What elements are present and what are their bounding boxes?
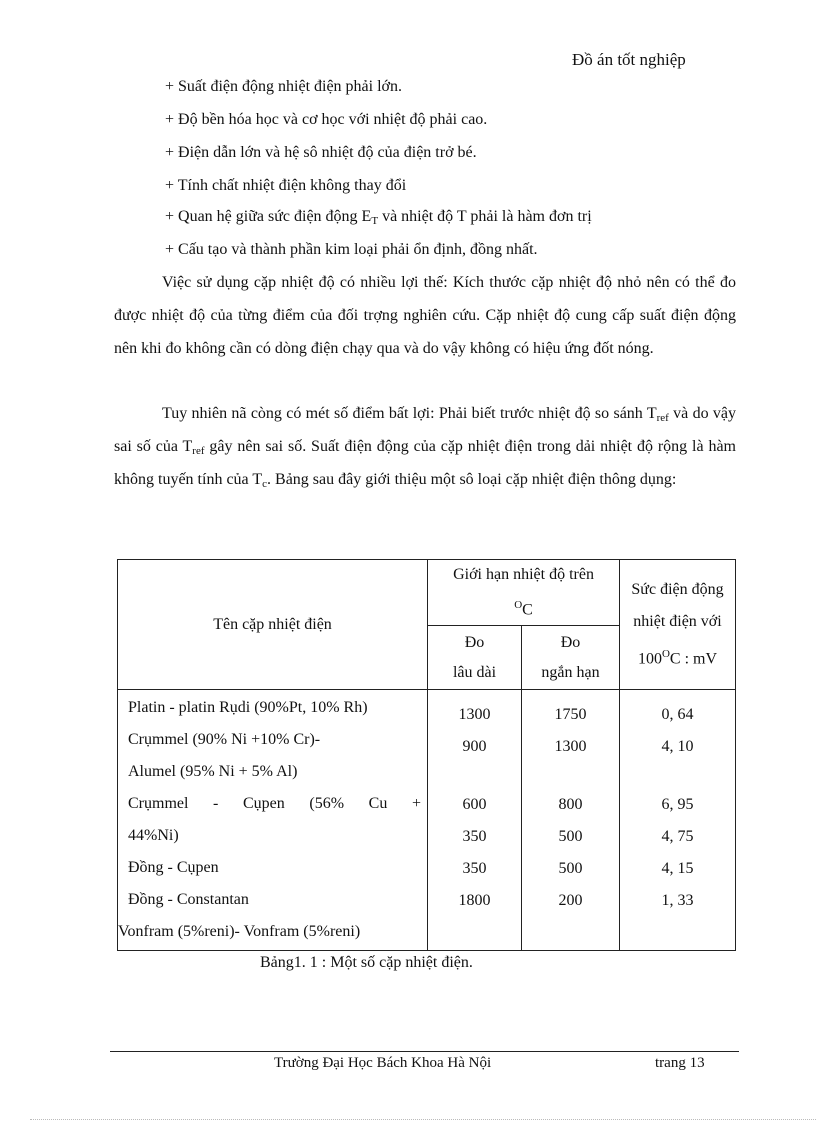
header-emf: Sức điện động nhiệt điện với $100^OC$ : mV [620, 560, 736, 690]
header-longterm: Đo lâu dài [428, 626, 522, 690]
longterm-value: 900 [462, 738, 487, 756]
footer-school: Trường Đại Học Bách Khoa Hà Nội [274, 1055, 492, 1071]
paragraph-advantages: Việc sử dụng cặp nhiệt độ có nhiều lợi thế: Kích thước cặp nhiệt độ nhỏ nên có thể đo được nhiệt độ của từng điểm của đối trợng nghiên cứu. Cặp nhiệt độ cung cấp suất điện động nên khi đo không cần có dòng điện chạy qua và do vậy không có hiệu ứng đốt nóng. [114, 274, 736, 357]
shortterm-cell [522, 690, 620, 951]
name-line: Crụmmel (90% Ni +10% Cr)- [128, 731, 321, 749]
thermocouple-table [117, 559, 736, 951]
emf-value: 4, 10 [661, 738, 694, 756]
header-temperature-limit: Giới hạn nhiệt độ trên $^O$C [428, 560, 620, 626]
name-line: Crụmmel - Cụpen (56% Cu + [128, 795, 421, 813]
footer-divider [110, 1051, 739, 1052]
longterm-value: 600 [462, 796, 487, 814]
emf-value: 4, 15 [661, 860, 694, 878]
shortterm-value: 500 [558, 828, 583, 846]
longterm-value: 1800 [458, 892, 491, 910]
bullet-item: + Quan hệ giữa sức điện động $E_T$ và nhiệt độ T phải là hàm đơn trị [165, 208, 592, 227]
shortterm-value: 1300 [554, 738, 587, 756]
bullet-item: + Điện dẫn lớn và hệ sô nhiệt độ của điện trở bé. [165, 144, 477, 161]
name-line: Alumel (95% Ni + 5% Al) [128, 763, 298, 781]
bullet-item: + Suất điện động nhiệt điện phải lớn. [165, 78, 403, 95]
bullet-item: + Tính chất nhiệt điện không thay đổi [165, 177, 407, 194]
longterm-cell [428, 690, 522, 951]
emf-value: 1, 33 [661, 892, 694, 910]
bullet-item: + Độ bền hóa học và cơ học với nhiệt độ phải cao. [165, 111, 488, 128]
emf-value: 0, 64 [661, 706, 694, 724]
shortterm-value: 1750 [554, 706, 587, 724]
longterm-value: 350 [462, 860, 487, 878]
names-cell [118, 690, 428, 951]
longterm-value: 350 [462, 828, 487, 846]
footer-page-number: trang 13 [655, 1055, 705, 1071]
body-paragraph [114, 397, 736, 496]
emf-value: 4, 75 [661, 828, 694, 846]
page-header-title: Đồ án tốt nghiệp [572, 50, 686, 69]
name-line: Đồng - Constantan [128, 891, 249, 909]
header-thermocouple-name: Tên cặp nhiệt điện [118, 560, 428, 690]
name-line: Đồng - Cụpen [128, 859, 219, 877]
longterm-value: 1300 [458, 706, 491, 724]
shortterm-value: 800 [558, 796, 583, 814]
name-line: Vonfram (5%reni)- Vonfram (5%reni) [118, 923, 361, 941]
table-caption: Bảng1. 1 : Một số cặp nhiệt điện. [260, 954, 473, 971]
emf-cell [620, 690, 736, 951]
bullet-item: + Cấu tạo và thành phần kim loại phải ổn định, đồng nhất. [165, 241, 538, 258]
page-bottom-dotted-line [30, 1119, 816, 1120]
shortterm-value: 500 [558, 860, 583, 878]
emf-value: 6, 95 [661, 796, 694, 814]
shortterm-value: 200 [558, 892, 583, 910]
header-shortterm: Đo ngắn hạn [522, 626, 620, 690]
name-line: Platin - platin Rụdi (90%Pt, 10% Rh) [128, 699, 368, 717]
name-line: 44%Ni) [128, 827, 179, 845]
body-paragraph [114, 266, 736, 365]
paragraph-disadvantages: Tuy nhiên nã còng có mét số điểm bất lợi: Phải biết trước nhiệt độ so sánh $T_{ref}$ và do vậy sai số của $T_{ref}$ gây nên sai số. Suất điện động của cặp nhiệt điện trong dải nhiệt độ rộng là hàm không tuyến tính của $T_c$. Bảng sau đây giới thiệu một sô loại cặp nhiệt điện thông dụng: [114, 405, 737, 490]
